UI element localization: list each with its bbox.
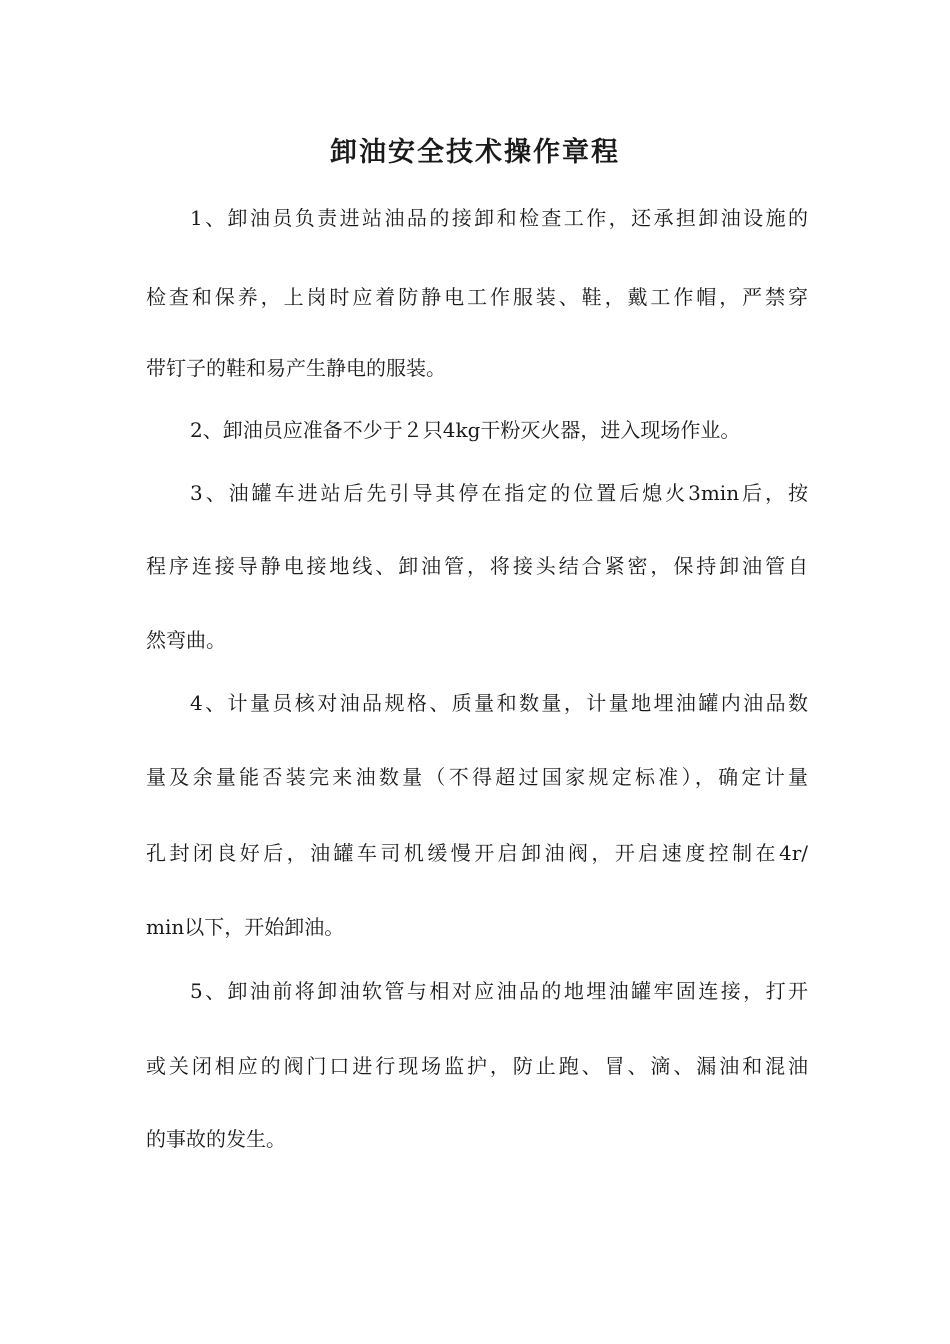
paragraph-4-line-2: 量及余量能否装完来油数量（不得超过国家规定标准），确定计量 <box>146 765 808 789</box>
paragraph-5-line-2: 或关闭相应的阀门口进行现场监护，防止跑、冒、滴、漏油和混油 <box>146 1054 808 1078</box>
paragraph-3-line-2: 程序连接导静电接地线、卸油管，将接头结合紧密，保持卸油管自 <box>146 554 808 578</box>
paragraph-4-line-1: 4、计量员核对油品规格、质量和数量，计量地埋油罐内油品数 <box>190 691 808 715</box>
paragraph-1-line-2: 检查和保养，上岗时应着防静电工作服装、鞋，戴工作帽，严禁穿 <box>146 285 808 309</box>
document-title: 卸油安全技术操作章程 <box>330 137 620 168</box>
paragraph-4-line-3: 孔封闭良好后，油罐车司机缓慢开启卸油阀，开启速度控制在4r/ <box>146 841 808 865</box>
paragraph-3-line-1: 3、油罐车进站后先引导其停在指定的位置后熄火3min后，按 <box>190 481 808 505</box>
paragraph-4-line-4: min以下，开始卸油。 <box>146 915 345 939</box>
paragraph-2-line-1: 2、卸油员应准备不少于２只4kg干粉灭火器，进入现场作业。 <box>190 418 741 442</box>
paragraph-5-line-3: 的事故的发生。 <box>146 1127 286 1151</box>
paragraph-1-line-3: 带钉子的鞋和易产生静电的服装。 <box>146 356 446 380</box>
paragraph-1-line-1: 1、卸油员负责进站油品的接卸和检查工作，还承担卸油设施的 <box>190 206 808 230</box>
paragraph-3-line-3: 然弯曲。 <box>146 628 226 652</box>
paragraph-5-line-1: 5、卸油前将卸油软管与相对应油品的地埋油罐牢固连接，打开 <box>190 979 808 1003</box>
